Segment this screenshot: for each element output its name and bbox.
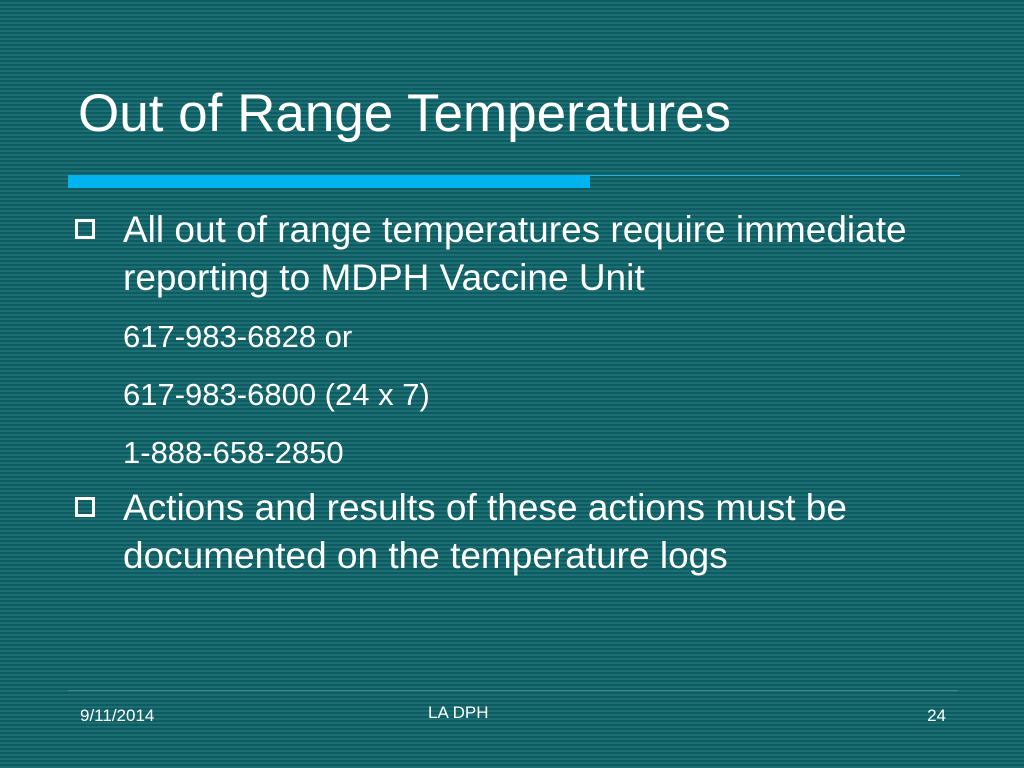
sub-item-phone: 617-983-6800 (24 x 7): [123, 377, 430, 412]
footer-divider: [68, 690, 958, 691]
sub-item-phone: 617-983-6828 or: [123, 319, 353, 354]
footer-organization: LA DPH: [428, 703, 489, 722]
square-bullet-icon: [75, 497, 95, 517]
bullet-text: All out of range temperatures require immediate reporting to MDPH Vaccine Unit: [123, 209, 907, 298]
bullet-item: [75, 206, 975, 302]
slide-content: [75, 206, 975, 580]
sub-item-phone: 1-888-658-2850: [123, 435, 344, 470]
bullet-item: [75, 484, 975, 580]
slide-title: Out of Range Temperatures: [78, 84, 732, 143]
title-accent-bar: [68, 175, 590, 188]
bullet-text: Actions and results of these actions must be documented on the temperature logs: [123, 487, 847, 576]
footer-page-number: 24: [927, 706, 946, 725]
footer-date: 9/11/2014: [80, 706, 155, 725]
square-bullet-icon: [75, 219, 95, 239]
title-accent-line: [590, 175, 960, 176]
